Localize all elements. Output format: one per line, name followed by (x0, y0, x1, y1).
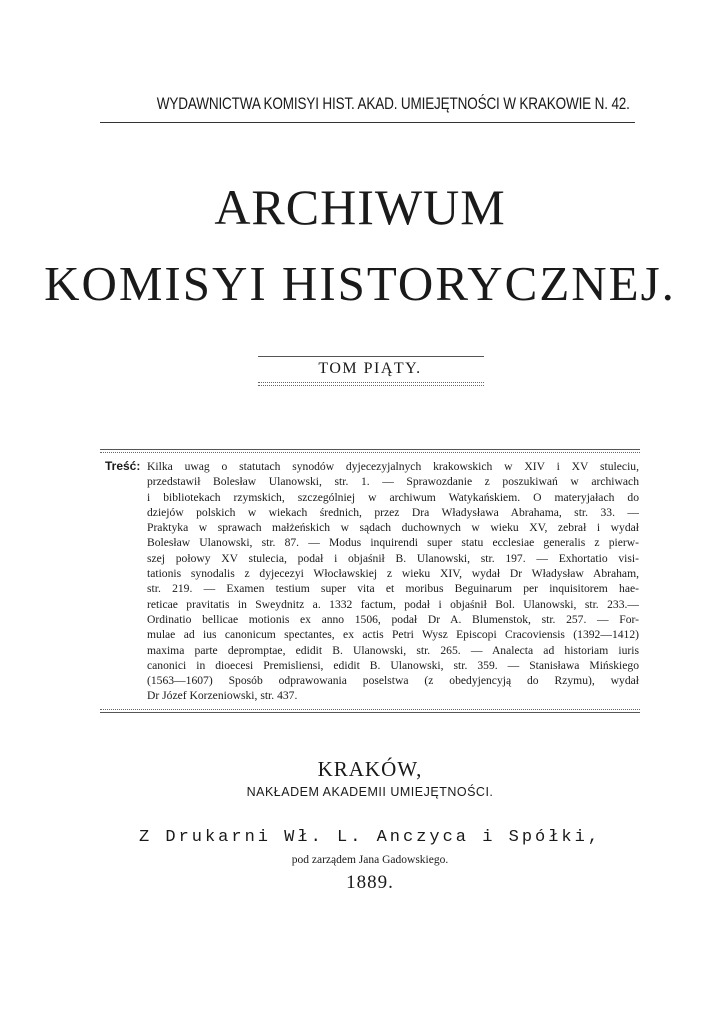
contents-line: maxima parte depromptae, edidit B. Ulanowski, str. 265. — Analecta ad historiam iuris (147, 643, 639, 657)
imprint-publisher: NAKŁADEM AKADEMII UMIEJĘTNOŚCI. (246, 785, 494, 799)
contents-line: tationis synodalis z dyjecezyi Włocławskiej z wieku XIV, wydał Dr Władysław Abraham, (147, 567, 639, 581)
contents-label: Treść: (105, 459, 141, 473)
contents-line: str. 219. — Examen testium super vita et moribus Beguinarum per inquisitorem hae- (147, 582, 639, 596)
contents-line: mulae ad ius canonicum spectantes, ex actis Petri Wysz Episcopi Cracoviensis (1392—1412) (147, 628, 639, 642)
contents-line: Dr Józef Korzeniowski, str. 437. (147, 689, 298, 703)
volume-rule-bottom-2 (258, 385, 484, 386)
imprint-manager: pod zarządem Jana Gadowskiego. (291, 854, 449, 866)
contents-line: canonici in dioecesi Premisliensi, edidit B. Ulanowski, str. 359. — Stanisława Mińskiego (147, 658, 639, 672)
contents-line: i bibliotekach rzymskich, szczególniej w archiwum Watykańskiem. O materyjałach do (147, 490, 639, 504)
contents-rule-bottom (100, 709, 640, 710)
contents-rule-top (100, 449, 640, 450)
contents-rule-top-2 (100, 452, 640, 453)
imprint-printer: Z Drukarni Wł. L. Anczyca i Spółki, (138, 828, 602, 847)
volume-rule-bottom (258, 382, 484, 383)
title-line-1: ARCHIWUM (214, 179, 506, 235)
imprint-city: KRAKÓW, (317, 757, 423, 781)
contents-rule-bottom-2 (100, 712, 640, 713)
contents-line: Bolesław Ulanowski, str. 87. — Modus inquirendi super statu ecclesiae generalis z pierw- (147, 536, 639, 550)
series-underline (100, 122, 635, 123)
contents-line: Kilka uwag o statutach synodów dyjecezyjalnych krakowskich w XIV i XV stuleciu, (147, 460, 639, 473)
volume-label: TOM PIĄTY. (318, 360, 422, 377)
title-line-2: KOMISYI HISTORYCZNEJ. (44, 256, 676, 311)
contents-line: szej połowy XV stulecia, podał i objaśnił B. Ulanowski, str. 197. — Exhortatio visi- (147, 551, 639, 565)
imprint-year: 1889. (346, 872, 394, 893)
contents-text (147, 459, 639, 704)
contents-line: (1563—1607) Sposób odprawowania poselstwa (z obedyjencyją do Rzymu), wydał (147, 674, 639, 688)
contents-line: reticae pravitatis in Sweydnitz a. 1332 factum, podał i objaśnił Bol. Ulanowski, str. 233.— (147, 597, 639, 611)
volume-rule-top (258, 356, 484, 357)
contents-line: Ordinatio bellicae motionis ex anno 1506, podał Dr A. Blumenstok, str. 257. — For- (147, 612, 639, 626)
series-heading: WYDAWNICTWA KOMISYI HIST. AKAD. UMIEJĘTNOŚCI W KRAKOWIE N. 42. (156, 95, 630, 113)
contents-line: Praktyka w sprawach małżeńskich w sądach duchownych w wieku XV, zebrał i wydał (147, 521, 639, 535)
contents-line: przedstawił Bolesław Ulanowski, str. 1. — Sprawozdanie z poszukiwań w archiwach (147, 475, 639, 489)
contents-line: dziejów polskich w wiekach średnich, przez Dra Władysława Abrahama, str. 33. — (147, 505, 639, 519)
